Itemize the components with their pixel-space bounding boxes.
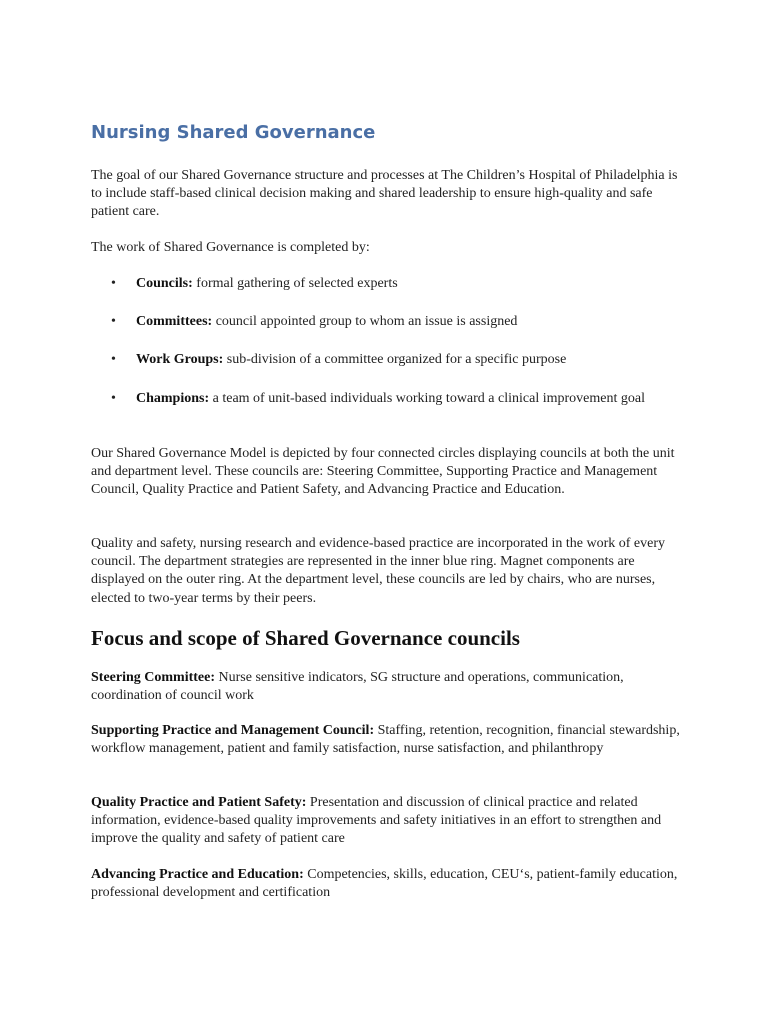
- council-quality-practice: [91, 794, 681, 849]
- bullet-icon: •: [111, 352, 116, 368]
- list-item: [91, 390, 681, 408]
- bullet-text: a team of unit-based individuals working toward a clinical improvement goal: [209, 390, 645, 406]
- bullet-term: Champions:: [136, 390, 210, 406]
- focus-heading: Focus and scope of Shared Governance councils: [91, 626, 520, 650]
- council-term: Supporting Practice and Management Council:: [91, 723, 375, 738]
- council-text: Nurse sensitive indicators, SG structure and operations, communication, coordination of council work: [91, 670, 624, 704]
- model-paragraph: Our Shared Governance Model is depicted by four connected circles displaying councils at both the unit and department level. These councils are: Steering Committee, Supporting Practice and Management Council, Quality Practice and Patient Safety, and Advancing Practice and Education.: [91, 446, 675, 498]
- work-intro-paragraph: The work of Shared Governance is completed by:: [91, 240, 370, 255]
- bullet-icon: •: [111, 390, 116, 406]
- bullet-term: Committees:: [136, 314, 213, 330]
- list-item: [91, 275, 681, 293]
- council-text: Staffing, retention, recognition, financial stewardship, workflow management, patient and family satisfaction, nurse satisfaction, and philanthropy: [91, 723, 680, 757]
- council-steering: [91, 669, 681, 705]
- bullet-term: Councils:: [136, 276, 193, 291]
- page-title: Nursing Shared Governance: [91, 122, 376, 143]
- bullet-icon: •: [111, 276, 116, 291]
- council-text: Competencies, skills, education, CEU‘s, patient-family education, professional development and certification: [91, 867, 678, 901]
- intro-paragraph: The goal of our Shared Governance structure and processes at The Children’s Hospital of Philadelphia is to include staff-based clinical decision making and shared leadership to ensure high-quality and safe patient care.: [91, 168, 678, 220]
- list-item: [91, 313, 681, 331]
- council-text: Presentation and discussion of clinical practice and related information, evidence-based quality improvements and safety initiatives in an effort to strengthen and improve the quality and safety of patient care: [91, 795, 662, 847]
- bullet-text: council appointed group to whom an issue is assigned: [212, 314, 518, 330]
- council-term: Quality Practice and Patient Safety:: [91, 795, 307, 810]
- bullet-icon: •: [111, 314, 116, 330]
- list-item: [91, 351, 681, 369]
- council-supporting-practice: [91, 722, 681, 758]
- council-advancing-practice: [91, 866, 681, 902]
- bullet-text: sub-division of a committee organized for a specific purpose: [223, 352, 567, 368]
- council-term: Steering Committee:: [91, 670, 216, 685]
- council-term: Advancing Practice and Education:: [91, 867, 304, 882]
- bullet-text: formal gathering of selected experts: [192, 276, 398, 291]
- bullet-term: Work Groups:: [136, 352, 224, 368]
- governance-bullet-list: [91, 275, 681, 428]
- quality-paragraph: Quality and safety, nursing research and evidence-based practice are incorporated in the work of every council. The department strategies are represented in the inner blue ring. Magnet components are displayed on the outer ring. At the department level, these councils are led by chairs, who are nurses, elected to two-year terms by their peers.: [91, 536, 665, 606]
